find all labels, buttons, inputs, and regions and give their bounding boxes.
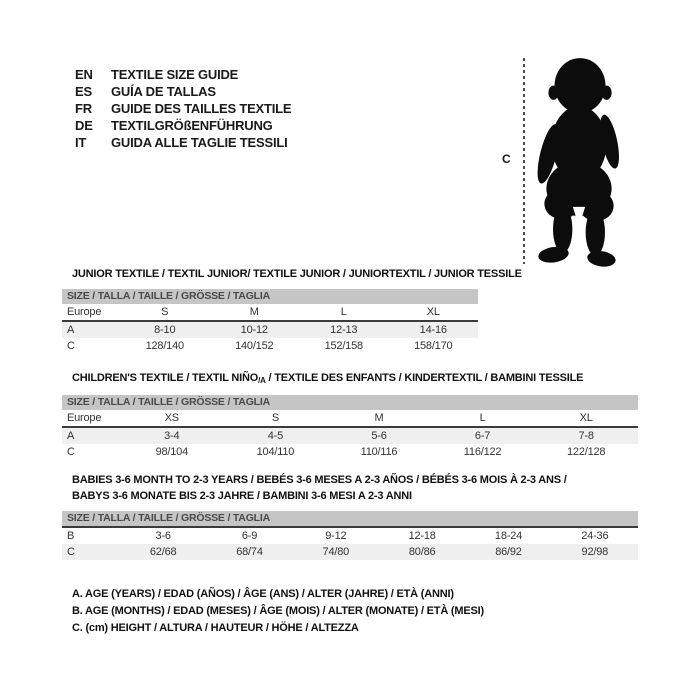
babies-table-title — [72, 472, 567, 504]
toddler-silhouette-icon — [528, 54, 630, 268]
language-item-it — [75, 134, 291, 151]
row-label: A — [67, 430, 75, 442]
table-cell: 7-8 — [578, 430, 594, 442]
table-cell: 104/110 — [256, 446, 295, 458]
table-row — [62, 544, 638, 560]
column-header: M — [249, 306, 259, 318]
table-cell: 10-12 — [240, 324, 268, 336]
table-row — [62, 444, 638, 460]
title-line: BABYS 3-6 MONATE BIS 2-3 JAHRE / BAMBINI 3-6 MESI A 2-3 ANNI — [72, 490, 412, 502]
region-label: Europe — [67, 306, 102, 318]
language-item-de — [75, 117, 291, 134]
column-header: XS — [164, 412, 179, 424]
table-header-row — [62, 304, 478, 322]
language-item-en — [75, 66, 291, 83]
table-cell: 158/170 — [414, 340, 453, 352]
language-item-es — [75, 83, 291, 100]
children-table-title — [72, 370, 583, 389]
title-part: / TEXTILE DES ENFANTS / KINDERTEXTIL / BAMBINI TESSILE — [265, 372, 584, 384]
region-label: Europe — [67, 412, 102, 424]
table-cell: 5-6 — [371, 430, 387, 442]
table-cell: 128/140 — [145, 340, 184, 352]
table-cell: 140/152 — [235, 340, 274, 352]
table-row — [62, 322, 478, 338]
language-code: IT — [75, 135, 87, 150]
table-cell: 4-5 — [267, 430, 284, 442]
table-cell: 14-16 — [419, 324, 447, 336]
row-label: A — [67, 324, 75, 336]
table-cell: 80/86 — [408, 546, 436, 558]
legend-notes — [72, 586, 484, 637]
table-cell: 152/158 — [324, 340, 363, 352]
column-header: M — [374, 412, 384, 424]
table-row — [62, 528, 638, 544]
language-label: GUIDE DES TAILLES TEXTILE — [111, 101, 292, 116]
table-cell: 3-6 — [155, 530, 171, 542]
children-table — [62, 395, 638, 460]
table-cell: 3-4 — [164, 430, 180, 442]
table-row — [62, 338, 478, 354]
column-header: S — [271, 412, 279, 424]
table-cell: 110/116 — [360, 446, 398, 458]
language-list — [75, 66, 291, 151]
table-cell: 98/104 — [155, 446, 189, 458]
table-cell: 86/92 — [495, 546, 522, 558]
language-code: FR — [75, 101, 92, 116]
table-cell: 18-24 — [494, 530, 523, 542]
note-age-years: A. AGE (YEARS) / EDAD (AÑOS) / ÂGE (ANS) / ALTER (JAHRE) / ETÀ (ANNI) — [72, 588, 454, 600]
column-header: XL — [426, 306, 440, 318]
language-code: ES — [75, 84, 92, 99]
column-header: XL — [579, 412, 593, 424]
title-part-subscript: /A — [258, 376, 266, 385]
language-code: DE — [75, 118, 93, 133]
table-cell: 24-36 — [581, 530, 609, 542]
table-cell: 74/80 — [322, 546, 350, 558]
table-header-row — [62, 410, 638, 428]
language-label: GUÍA DE TALLAS — [111, 84, 216, 99]
size-header-bar: SIZE / TALLA / TAILLE / GRÖSSE / TAGLIA — [62, 289, 478, 304]
language-label: TEXTILE SIZE GUIDE — [111, 67, 239, 82]
size-header-bar: SIZE / TALLA / TAILLE / GRÖSSE / TAGLIA — [62, 511, 638, 528]
note-age-months: B. AGE (MONTHS) / EDAD (MESES) / ÂGE (MOIS) / ALTER (MONATE) / ETÀ (MESI) — [72, 605, 484, 617]
height-measure-dashed-line — [523, 58, 525, 264]
table-cell: 92/98 — [581, 546, 609, 558]
column-header: S — [161, 306, 169, 318]
table-cell: 6-7 — [474, 430, 491, 442]
title-line: BABIES 3-6 MONTH TO 2-3 YEARS / BEBÉS 3-6 MESES A 2-3 AÑOS / BÉBÉS 3-6 MOIS À 2-3 ANS / — [72, 474, 567, 486]
table-row — [62, 428, 638, 444]
table-cell: 62/68 — [149, 546, 177, 558]
row-label: C — [67, 446, 75, 458]
table-cell: 8-10 — [154, 324, 176, 336]
babies-table — [62, 511, 638, 560]
row-label: C — [67, 340, 75, 352]
table-cell: 116/122 — [463, 446, 502, 458]
table-cell: 12-13 — [330, 324, 358, 336]
junior-table-title: JUNIOR TEXTILE / TEXTIL JUNIOR/ TEXTILE JUNIOR / JUNIORTEXTIL / JUNIOR TESSILE — [72, 268, 522, 280]
row-label: C — [67, 546, 75, 558]
table-cell: 9-12 — [325, 530, 347, 542]
junior-table — [62, 289, 478, 354]
table-cell: 122/128 — [566, 446, 606, 458]
table-cell: 12-18 — [408, 530, 436, 542]
height-marker-label: C — [502, 152, 511, 166]
language-label: TEXTILGRÖßENFÜHRUNG — [111, 118, 273, 133]
table-cell: 68/74 — [236, 546, 263, 558]
table-cell: 6-9 — [241, 530, 258, 542]
language-label: GUIDA ALLE TAGLIE TESSILI — [111, 135, 288, 150]
column-header: L — [340, 306, 347, 318]
language-code: EN — [75, 67, 93, 82]
language-item-fr — [75, 100, 291, 117]
size-header-bar: SIZE / TALLA / TAILLE / GRÖSSE / TAGLIA — [62, 395, 638, 410]
row-label: B — [67, 530, 75, 542]
title-part: CHILDREN'S TEXTILE / TEXTIL NIÑO — [72, 372, 259, 384]
note-height-cm: C. (cm) HEIGHT / ALTURA / HAUTEUR / HÖHE / ALTEZZA — [72, 622, 359, 634]
column-header: L — [479, 412, 486, 424]
